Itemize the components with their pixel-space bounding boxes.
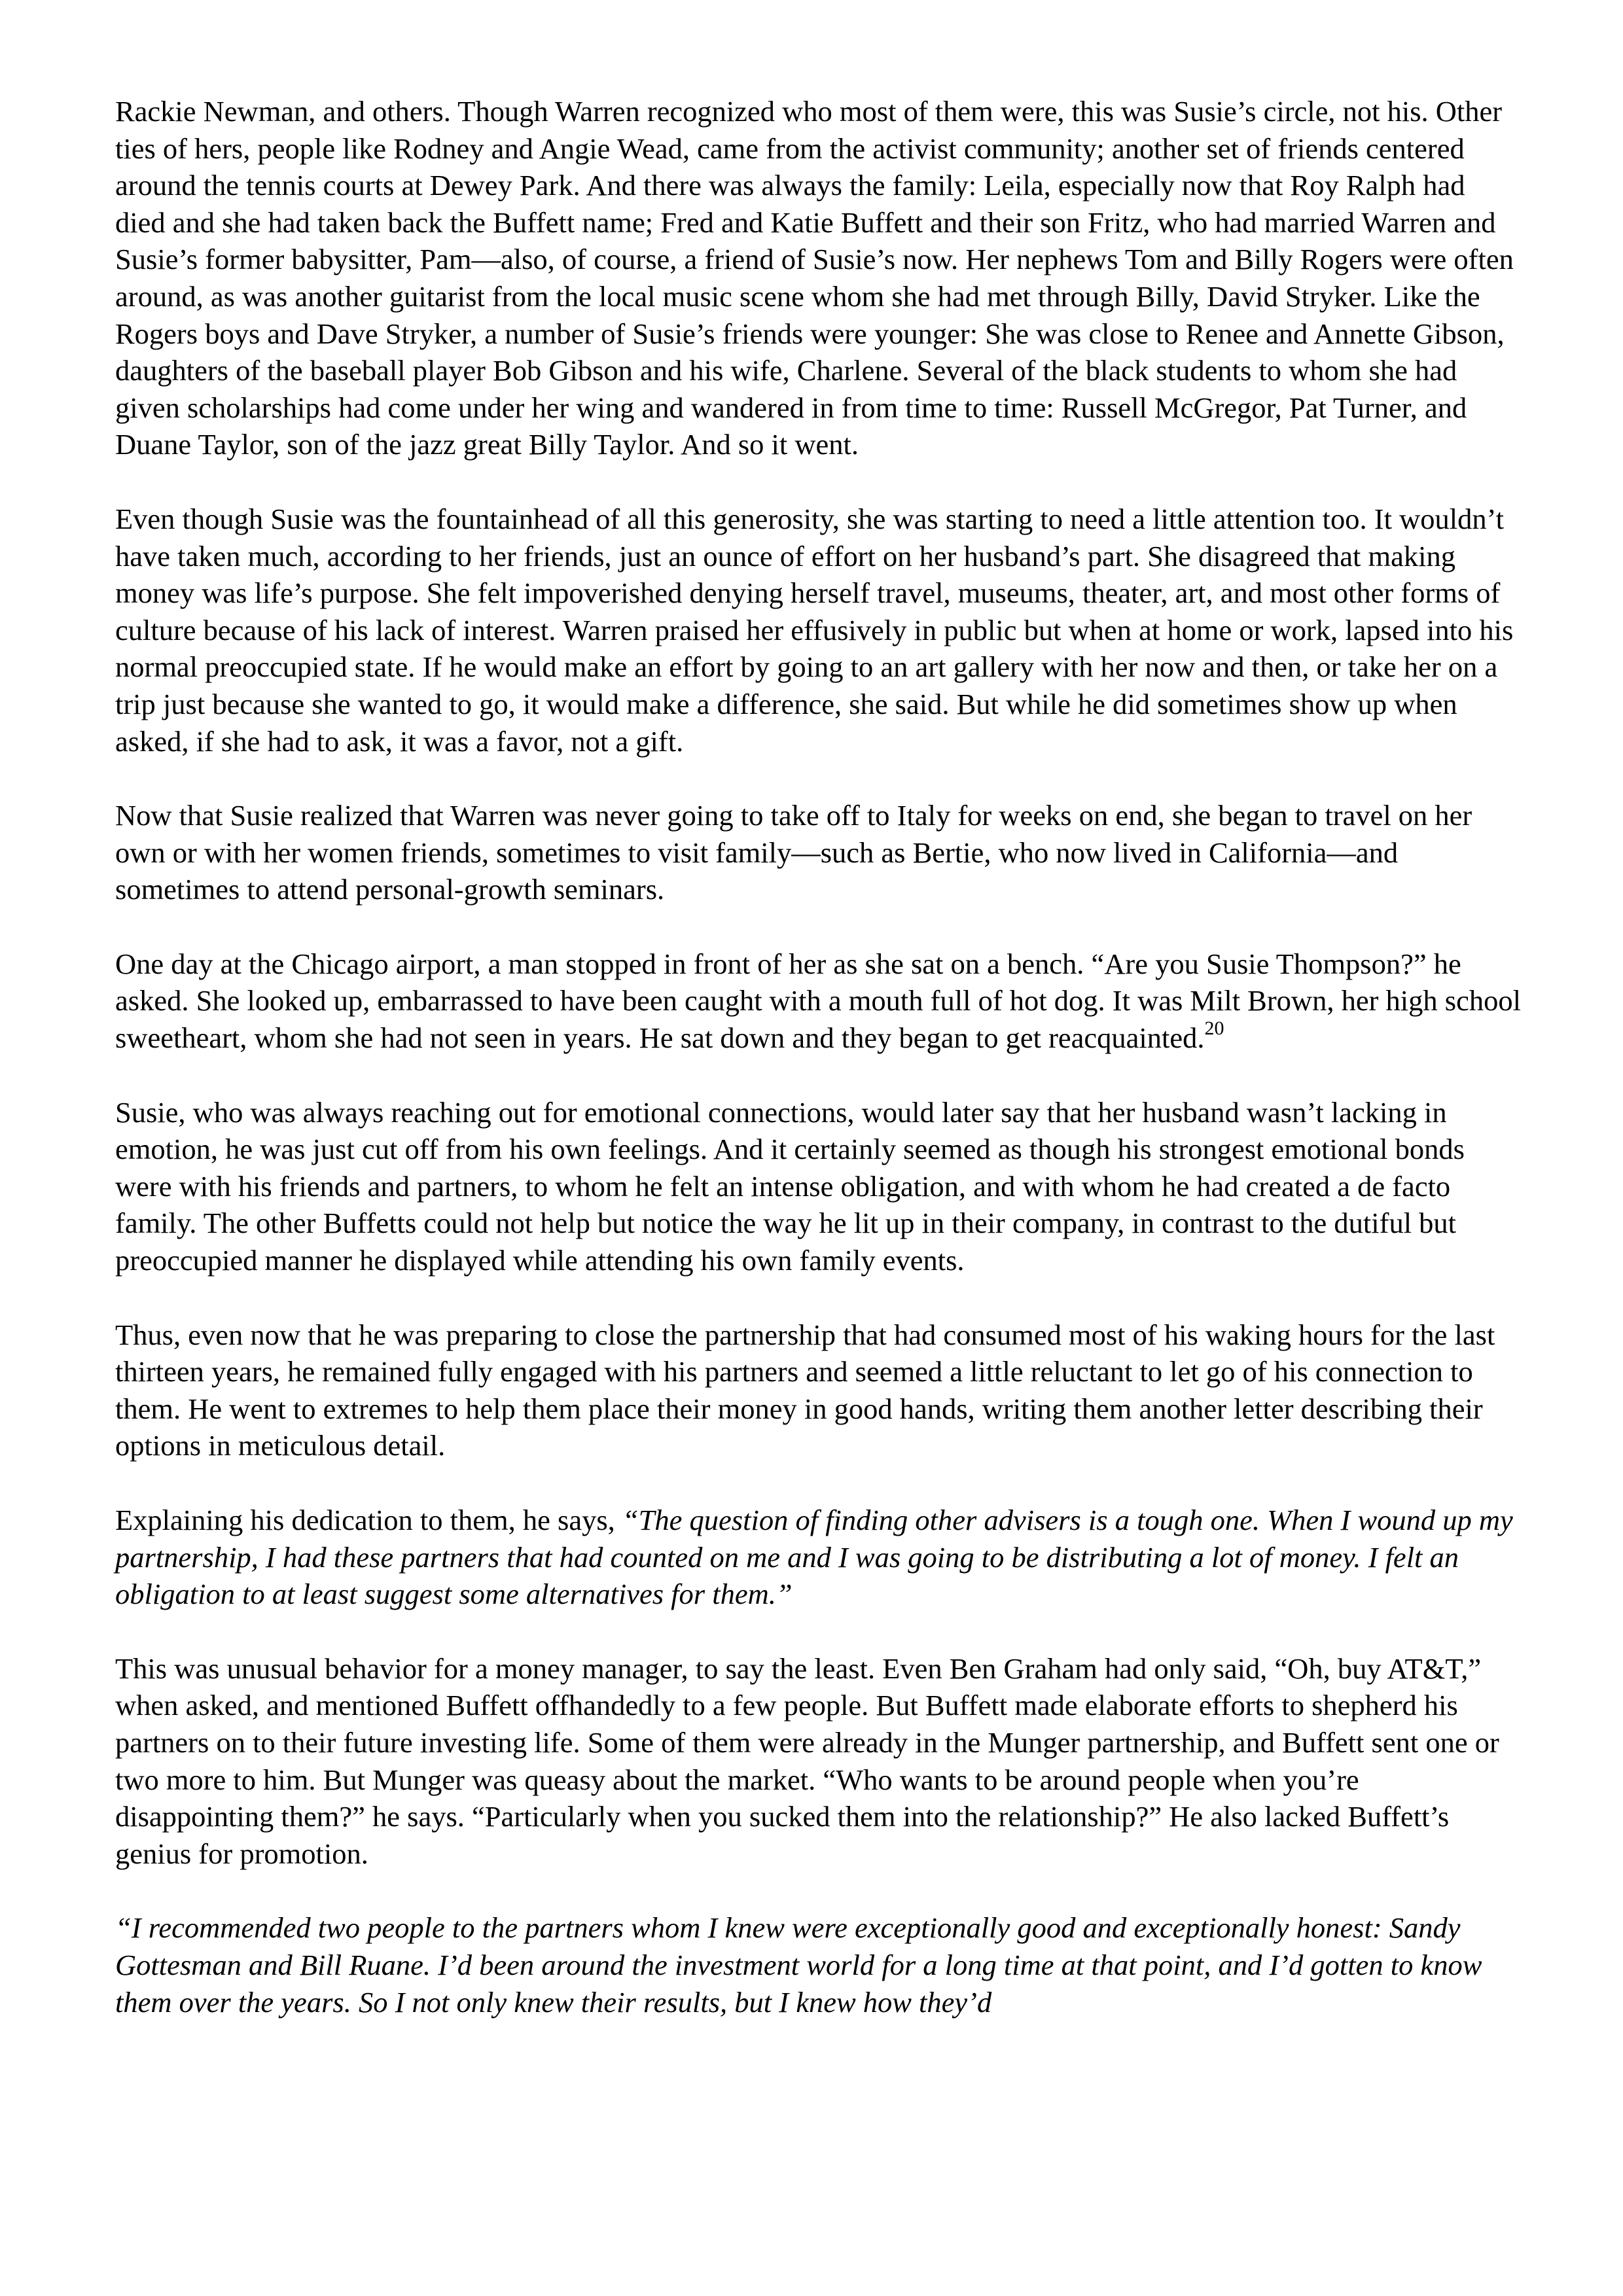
buffett-quote: “The question of finding other advisers is a tough one. When I wound up my partnership, I had these partners that had counted on me and I was going to be distributing a lot of money. I felt an obligation to at least suggest some alternatives for them.” bbox=[115, 1504, 1513, 1611]
document-page bbox=[115, 93, 1522, 2058]
body-paragraph-4 bbox=[115, 945, 1522, 1057]
body-paragraph-8: This was unusual behavior for a money manager, to say the least. Even Ben Graham had only said, “Oh, buy AT&T,” when asked, and mentioned Buffett offhandedly to a few people. But Buffett made elaborate efforts to shepherd his partners on to their future investing life. Some of them were already in the Munger partnership, and Buffett sent one or two more to him. But Munger was queasy about the market. “Who wants to be around people when you’re disappointing them?” he says. “Particularly when you sucked them into the relationship?” He also lacked Buffett’s genius for promotion. bbox=[115, 1651, 1499, 1870]
buffett-quote-continued: “I recommended two people to the partners whom I knew were exceptionally good and exceptionally honest: Sandy Gottesman and Bill Ruane. I’d been around the investment world for a long time at that point, and I’d gotten to know them over the years. So I not only knew their results, but I knew how they’d bbox=[115, 1911, 1482, 2019]
body-paragraph-6: Thus, even now that he was preparing to close the partnership that had consumed most of his waking hours for the last thirteen years, he remained fully engaged with his partners and seemed a little reluctant to let go of his connection to them. He went to extremes to help them place their money in good hands, writing them another letter describing their options in meticulous detail. bbox=[115, 1318, 1495, 1462]
body-paragraph-1: Rackie Newman, and others. Though Warren recognized who most of them were, this was Susie’s circle, not his. Other ties of hers, people like Rodney and Angie Wead, came from the activist community; another set of friends centered around the tennis courts at Dewey Park. And there was always the family: Leila, especially now that Roy Ralph had died and she had taken back the Buffett name; Fred and Katie Buffett and their son Fritz, who had married Warren and Susie’s former babysitter, Pam—also, of course, a friend of Susie’s now. Her nephews Tom and Billy Rogers were often around, as was another guitarist from the local music scene whom she had met through Billy, David Stryker. Like the Rogers boys and Dave Stryker, a number of Susie’s friends were younger: She was close to Renee and Annette Gibson, daughters of the baseball player Bob Gibson and his wife, Charlene. Several of the black students to whom she had given scholarships had come under her wing and wandered in from time to time: Russell McGregor, Pat Turner, and Duane Taylor, son of the jazz great Billy Taylor. And so it went. bbox=[115, 95, 1514, 461]
body-paragraph-7 bbox=[115, 1502, 1522, 1613]
body-paragraph-7-lead: Explaining his dedication to them, he says, bbox=[115, 1504, 622, 1536]
body-paragraph-2: Even though Susie was the fountainhead of all this generosity, she was starting to need a little attention too. It wouldn’t have taken much, according to her friends, just an ounce of effort on her husband’s part. She disagreed that making money was life’s purpose. She felt impoverished denying herself travel, museums, theater, art, and most other forms of culture because of his lack of interest. Warren praised her effusively in public but when at home or work, lapsed into his normal preoccupied state. If he would make an effort by going to an art gallery with her now and then, or take her on a trip just because she wanted to go, it would make a difference, she said. But while he did sometimes show up when asked, if she had to ask, it was a favor, not a gift. bbox=[115, 502, 1514, 758]
footnote-marker: 20 bbox=[1204, 1017, 1224, 1040]
body-paragraph-5: Susie, who was always reaching out for emotional connections, would later say that her husband wasn’t lacking in emotion, he was just cut off from his own feelings. And it certainly seemed as though his strongest emotional bonds were with his friends and partners, to whom he felt an intense obligation, and with whom he had created a de facto family. The other Buffetts could not help but notice the way he lit up in their company, in contrast to the dutiful but preoccupied manner he displayed while attending his own family events. bbox=[115, 1095, 1465, 1277]
body-paragraph-3: Now that Susie realized that Warren was never going to take off to Italy for weeks on end, she began to travel on her own or with her women friends, sometimes to visit family—such as Bertie, who now lived in California—and sometimes to attend personal-growth seminars. bbox=[115, 799, 1472, 906]
body-paragraph-4-text: One day at the Chicago airport, a man stopped in front of her as she sat on a bench. “Are you Susie Thompson?” he asked. She looked up, embarrassed to have been caught with a mouth full of hot dog. It was Milt Brown, her high school sweetheart, whom she had not seen in years. He sat down and they began to get reacquainted. bbox=[115, 947, 1521, 1055]
